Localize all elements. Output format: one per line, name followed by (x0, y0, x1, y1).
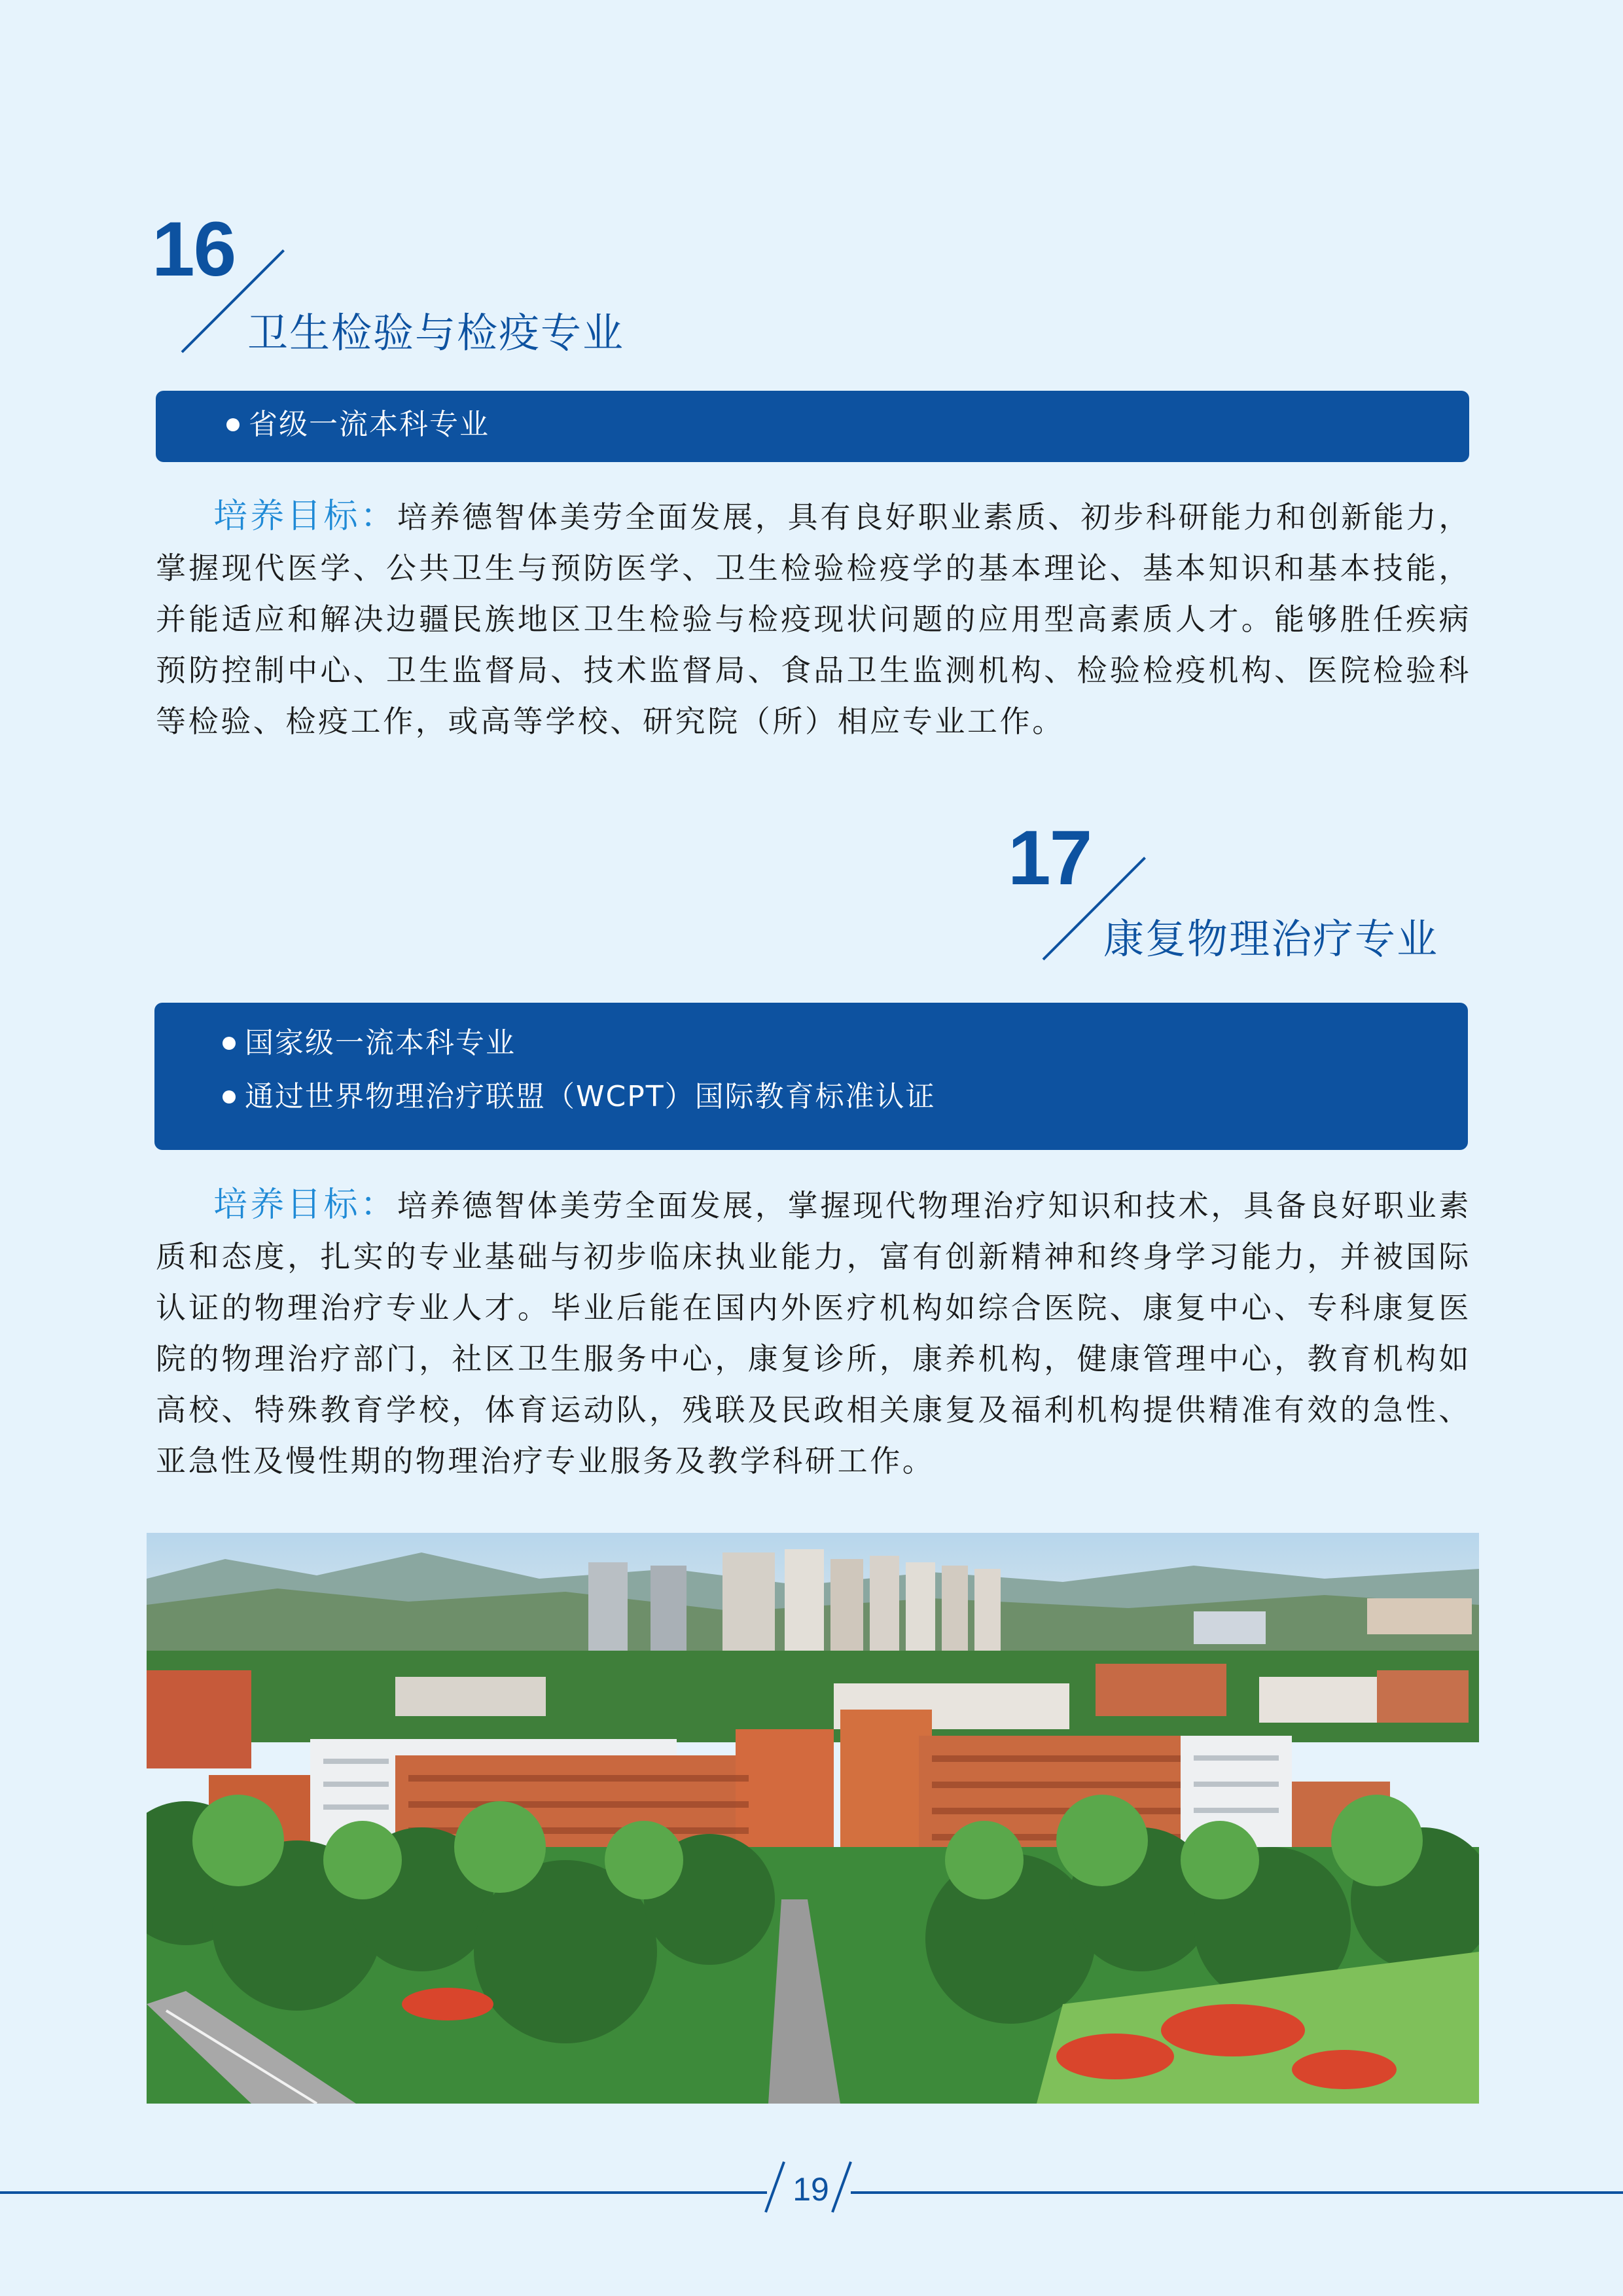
goal-lead-label: 培养目标： (213, 497, 397, 536)
bullet-icon (223, 1090, 236, 1103)
bullet-icon (223, 1037, 236, 1050)
goal-text: 培养德智体美劳全面发展，具有良好职业素质、初步科研能力和创新能力，掌握现代医学、公共卫生与预防医学、卫生检验检疫学的基本理论、基本知识和基本技能，并能适应和解决边疆民族地区卫生检验与检疫现状问题的应用型高素质人才。能够胜任疾病预防控制中心、卫生监督局、技术监督局、食品卫生监测机构、检验检疫机构、医院检验科等检验、检疫工作，或高等学校、研究院（所）相应专业工作。 (156, 499, 1471, 739)
section-16-tag-box (156, 391, 1469, 462)
footer-line-left (0, 2191, 767, 2194)
section-17-goal (156, 1179, 1471, 1486)
tag-label: 通过世界物理治疗联盟（WCPT）国际教育标准认证 (245, 1080, 936, 1113)
goal-lead-label: 培养目标： (213, 1185, 397, 1225)
section-16-goal (156, 491, 1471, 747)
section-17-tag-box (154, 1003, 1468, 1150)
section-16-title: 卫生检验与检疫专业 (247, 309, 625, 357)
bullet-icon (226, 418, 240, 431)
campus-aerial-photo (147, 1533, 1479, 2104)
section-17-title: 康复物理治疗专业 (1103, 915, 1439, 963)
tag-label: 国家级一流本科专业 (245, 1026, 516, 1060)
tag-item (223, 1026, 1468, 1060)
tag-label: 省级一流本科专业 (249, 408, 490, 441)
footer-line-right (851, 2191, 1623, 2194)
tag-item (223, 1080, 1468, 1113)
section-16-number: 16 (152, 206, 236, 293)
section-17-number: 17 (1008, 815, 1092, 901)
tag-item (226, 410, 1469, 439)
goal-text: 培养德智体美劳全面发展，掌握现代物理治疗知识和技术，具备良好职业素质和态度，扎实的专业基础与初步临床执业能力，富有创新精神和终身学习能力，并被国际认证的物理治疗专业人才。毕业后能在国内外医疗机构如综合医院、康复中心、专科康复医院的物理治疗部门，社区卫生服务中心，康复诊所，康养机构，健康管理中心，教育机构如高校、特殊教育学校，体育运动队，残联及民政相关康复及福利机构提供精准有效的急性、亚急性及慢性期的物理治疗专业服务及教学科研工作。 (156, 1188, 1471, 1479)
page-number: 19 (793, 2171, 829, 2208)
